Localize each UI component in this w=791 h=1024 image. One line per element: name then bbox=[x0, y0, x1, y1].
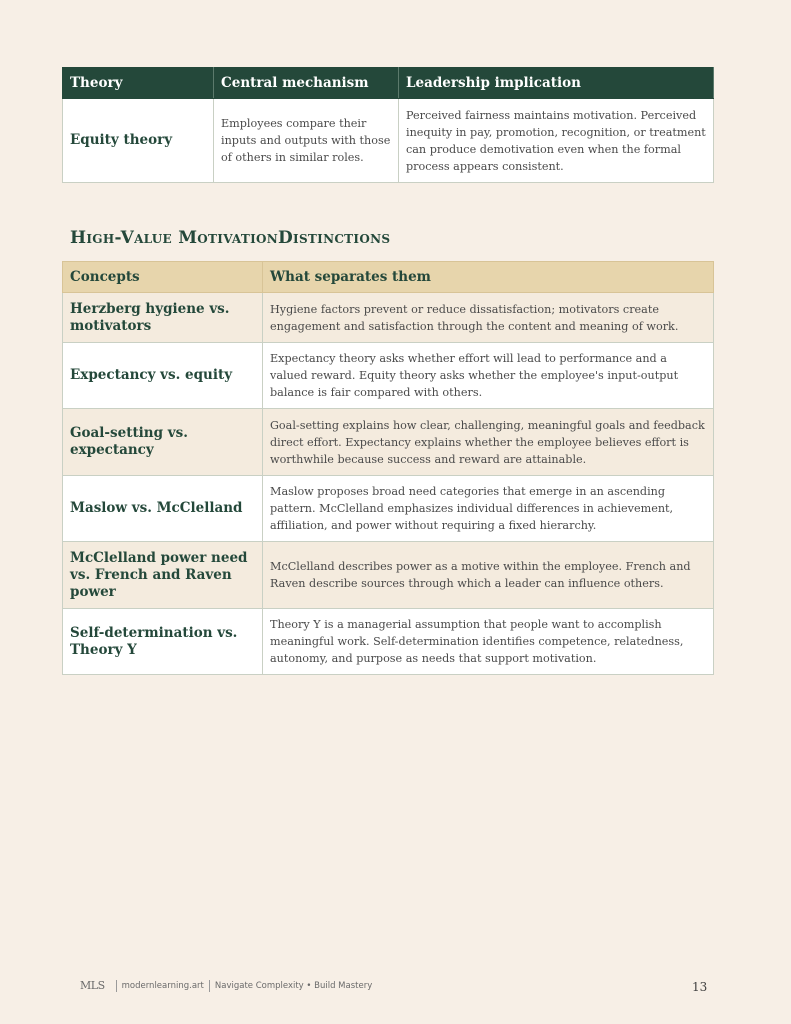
table-row bbox=[63, 99, 714, 183]
distinctions-table bbox=[62, 261, 714, 675]
theory-table-header bbox=[63, 68, 714, 99]
row-concepts: Self-determination vs. Theory Y bbox=[63, 609, 263, 675]
row-concepts: Maslow vs. McClelland bbox=[63, 476, 263, 542]
row-concepts: Herzberg hygiene vs. motivators bbox=[63, 293, 263, 343]
header-central-mechanism: Central mechanism bbox=[214, 68, 399, 99]
row-concepts: McClelland power need vs. French and Raven power bbox=[63, 542, 263, 609]
table-row bbox=[63, 476, 714, 542]
divider bbox=[116, 980, 117, 992]
site-name: modernlearning.art bbox=[121, 980, 204, 991]
row-concepts: Goal-setting vs. expectancy bbox=[63, 409, 263, 476]
row-difference: Hygiene factors prevent or reduce dissatisfaction; motivators create engagement and satisfaction through the content and meaning of work. bbox=[263, 293, 714, 343]
tagline: Navigate Complexity • Build Mastery bbox=[214, 980, 373, 991]
footer bbox=[80, 979, 372, 992]
page-number: 13 bbox=[692, 980, 708, 994]
row-concepts: Expectancy vs. equity bbox=[63, 343, 263, 409]
theory-table bbox=[62, 67, 714, 183]
table-row bbox=[63, 343, 714, 409]
table-row bbox=[63, 409, 714, 476]
header-what-separates-them: What separates them bbox=[263, 262, 714, 293]
theory-name: Equity theory bbox=[63, 99, 214, 183]
header-theory: Theory bbox=[63, 68, 214, 99]
table-row bbox=[63, 542, 714, 609]
header-leadership-implication: Leadership implication bbox=[399, 68, 714, 99]
theory-mechanism: Employees compare their inputs and outputs with those of others in similar roles. bbox=[214, 99, 399, 183]
row-difference: Theory Y is a managerial assumption that people want to accomplish meaningful work. Self-determination identifies competence, relatedness, autonomy, and purpose as needs that support motivation. bbox=[263, 609, 714, 675]
distinctions-table-header bbox=[63, 262, 714, 293]
table-row bbox=[63, 293, 714, 343]
row-difference: McClelland describes power as a motive within the employee. French and Raven describe sources through which a leader can influence others. bbox=[263, 542, 714, 609]
logo: MLS bbox=[80, 979, 105, 992]
header-concepts: Concepts bbox=[63, 262, 263, 293]
section-title: High-Value MotivationDistinctions bbox=[70, 228, 391, 248]
divider bbox=[209, 980, 210, 992]
theory-implication: Perceived fairness maintains motivation. Perceived inequity in pay, promotion, recognition, or treatment can produce demotivation even when the formal process appears consistent. bbox=[399, 99, 714, 183]
row-difference: Expectancy theory asks whether effort will lead to performance and a valued reward. Equity theory asks whether the employee's input-output balance is fair compared with others. bbox=[263, 343, 714, 409]
row-difference: Maslow proposes broad need categories that emerge in an ascending pattern. McClelland emphasizes individual differences in achievement, affiliation, and power without requiring a fixed hierarchy. bbox=[263, 476, 714, 542]
row-difference: Goal-setting explains how clear, challenging, meaningful goals and feedback direct effort. Expectancy explains whether the employee believes effort is worthwhile because success and reward are attainable. bbox=[263, 409, 714, 476]
table-row bbox=[63, 609, 714, 675]
